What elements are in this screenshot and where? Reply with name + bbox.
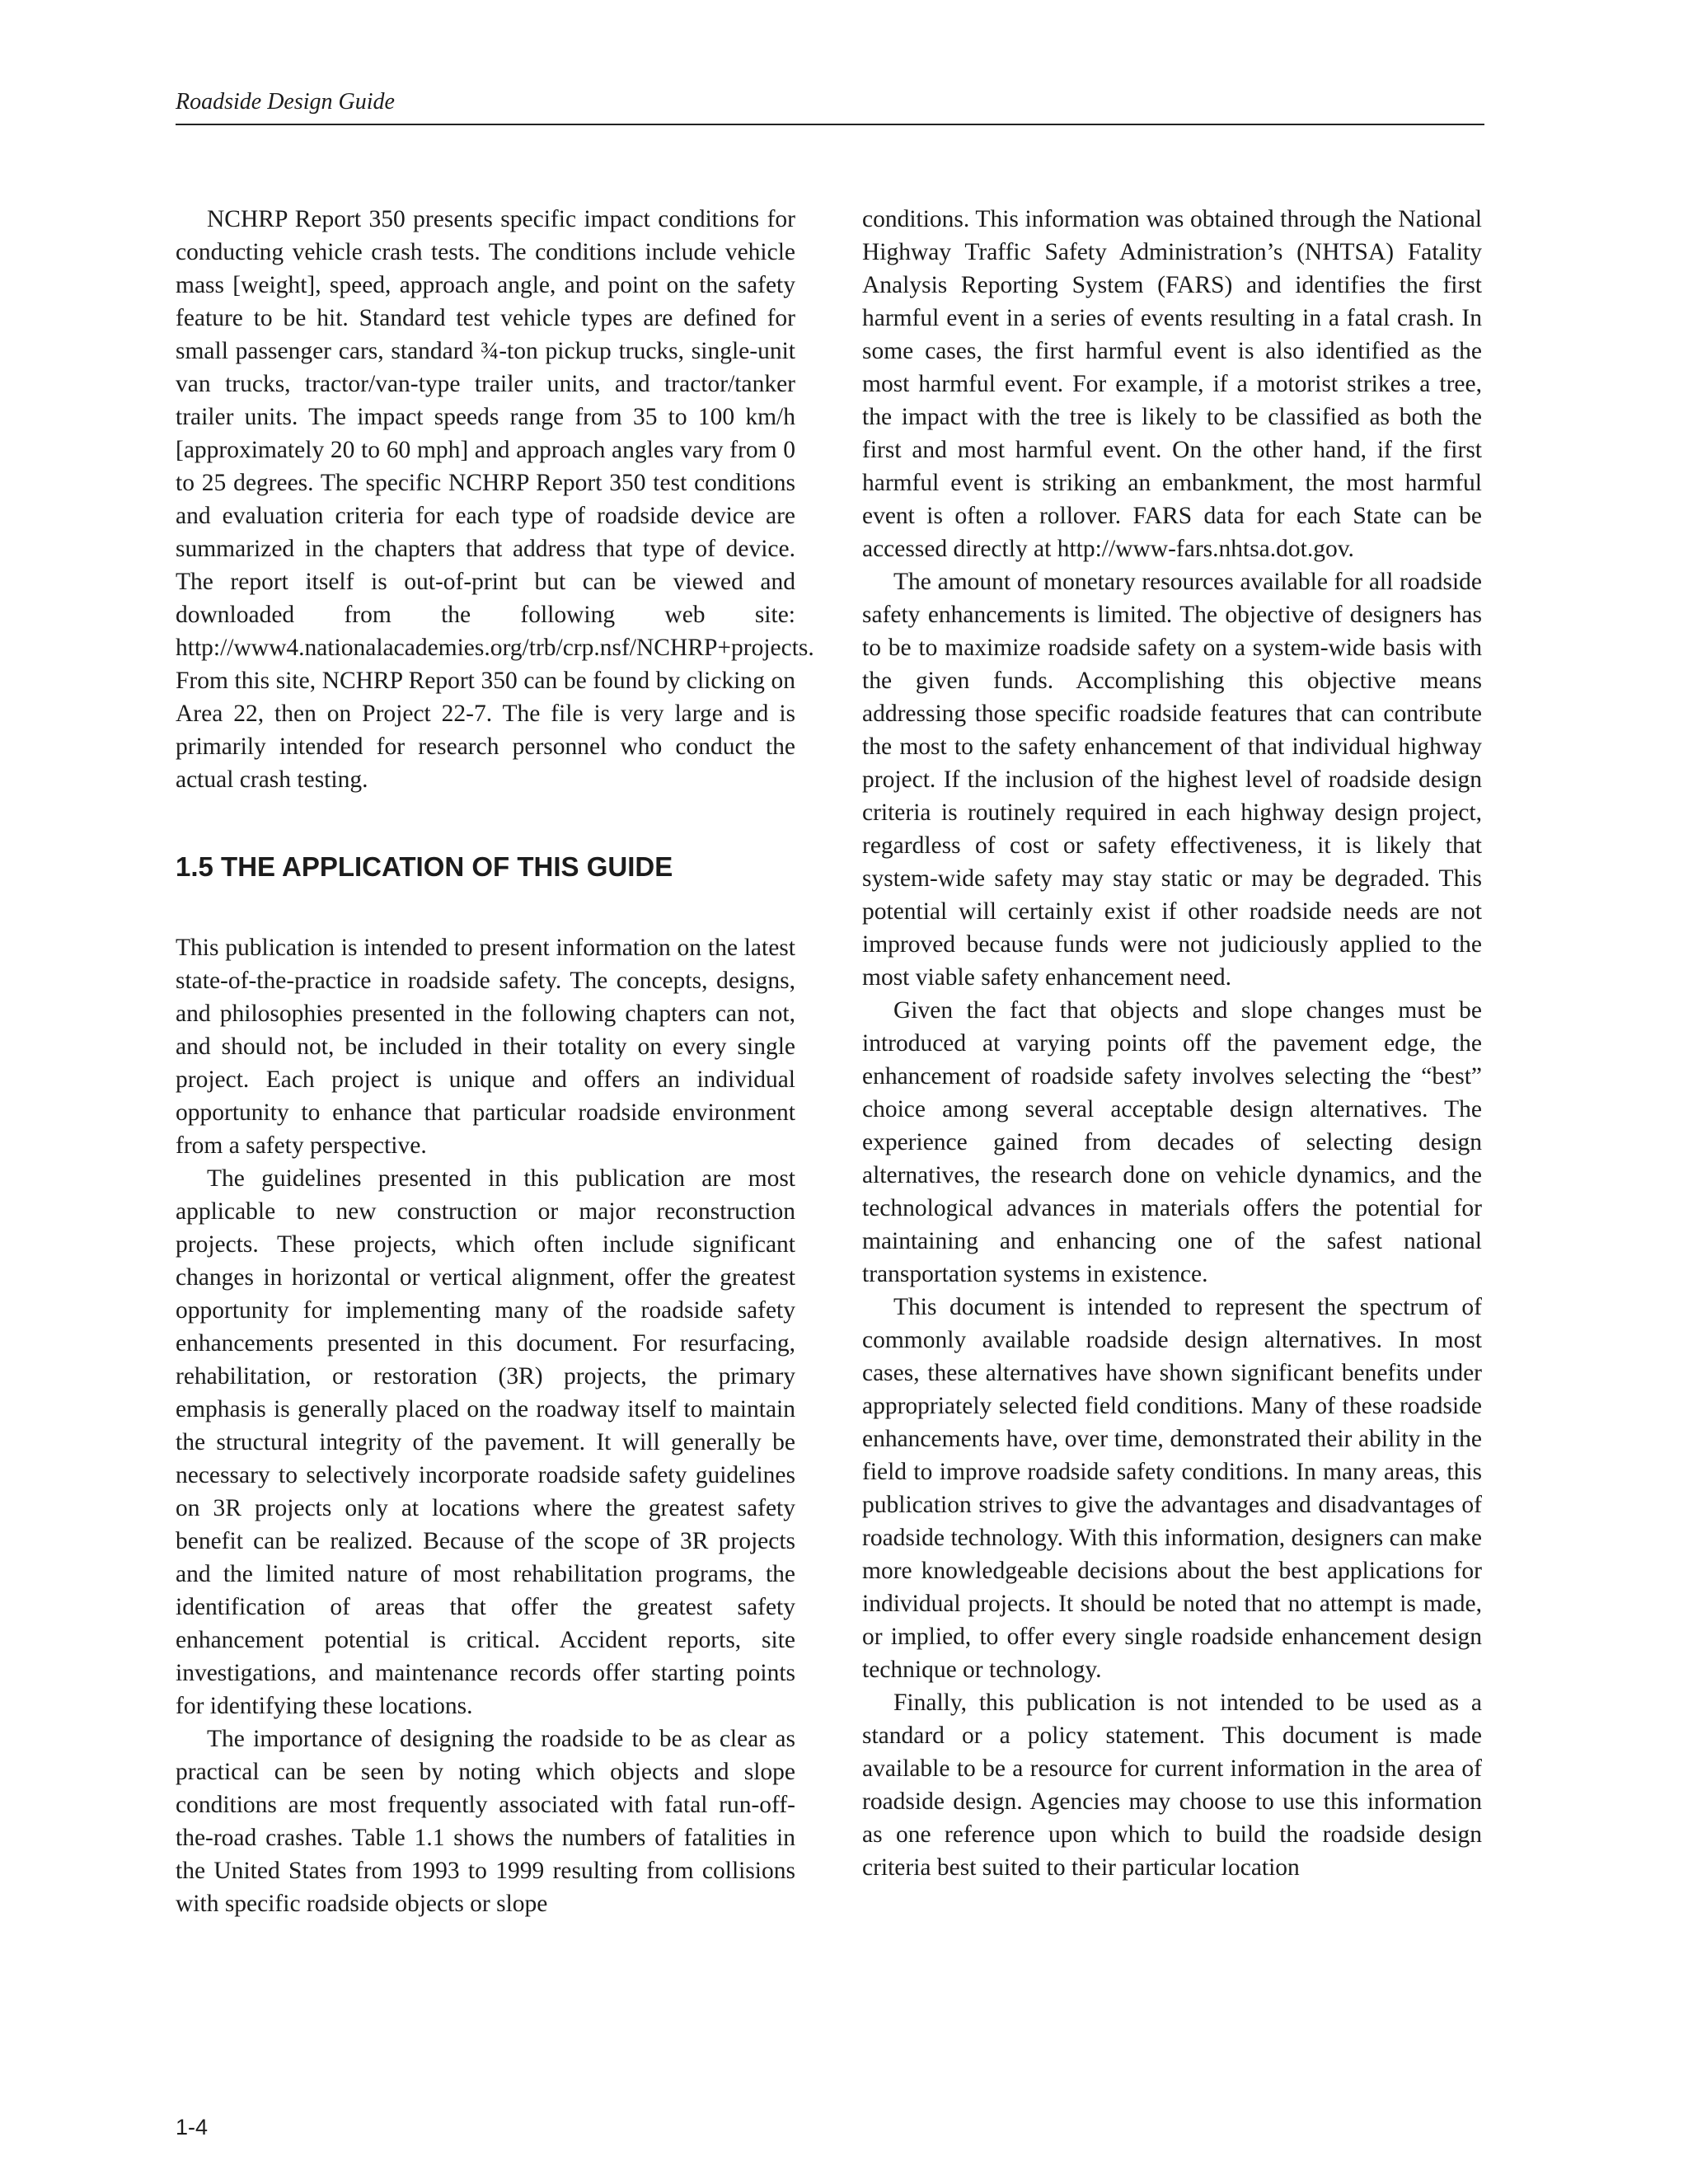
paragraph-resources: The amount of monetary resources available for all roadside safety enhancements is limited. The objective of designers has to be to maximize roadside safety on a system-wide basis with the given funds. Accomplishing this objective means addressing those specific roadside features that can contribute the most to the safety enhancement of that individual highway project. If the inclusion of the highest level of roadside design criteria is routinely required in each highway design project, regardless of cost or safety effectiveness, it is likely that system-wide safety may stay static or may be degraded. This potential will certainly exist if other roadside needs are not improved because funds were not judiciously applied to the most viable safety enhancement need. (862, 569, 1482, 991)
paragraph-guidelines: The guidelines presented in this publication are most applicable to new construction or major reconstruction projects. These projects, which often include significant changes in horizontal or vertical alignment, offer the greatest opportunity for implementing many of the roadside safety enhancements presented in this document. For resurfacing, rehabilitation, or restoration (3R) projects, the primary emphasis is generally placed on the roadway itself to maintain the structural integrity of the pavement. It will generally be necessary to selectively incorporate roadside safety guidelines on 3R projects only at locations where the greatest safety benefit can be realized. Because of the scope of 3R projects and the limited nature of most rehabilitation programs, the identification of areas that offer the greatest safety enhancement potential is critical. Accident reports, site investigations, and maintenance records offer starting points for identifying these locations. (176, 1165, 795, 1719)
paragraph-importance: The importance of designing the roadside to be as clear as practical can be seen by noting which objects and slope conditions are most frequently associated with fatal run-off-the-road crashes. Table 1.1 shows the numbers of fatalities in the United States from 1993 to 1999 resulting from collisions with specific roadside objects or slope (176, 1726, 795, 1917)
left-column (176, 203, 814, 1920)
right-column (862, 203, 1482, 1884)
running-title: Roadside Design Guide (176, 89, 395, 115)
paragraph-spectrum: This document is intended to represent the spectrum of commonly available roadside design alternatives. In most cases, these alternatives have shown significant benefits under appropriately selected field conditions. Many of these roadside enhancements have, over time, demonstrated their ability in the field to improve roadside safety conditions. In many areas, this publication strives to give the advantages and disadvantages of roadside technology. With this information, designers can make more knowledgeable decisions about the best applications for individual projects. It should be noted that no attempt is made, or implied, to offer every single roadside enhancement design technique or technology. (862, 1294, 1482, 1683)
section-heading: 1.5 THE APPLICATION OF THIS GUIDE (176, 851, 673, 882)
paragraph-objects: Given the fact that objects and slope changes must be introduced at varying points off the pavement edge, the enhancement of roadside safety involves selecting the “best” choice among several acceptable design alternatives. The experience gained from decades of selecting design alternatives, the research done on vehicle dynamics, and the technological advances in materials offers the potential for maintaining and enhancing one of the safest national transportation systems in existence. (862, 997, 1482, 1287)
paragraph-report-350: NCHRP Report 350 presents specific impact conditions for conducting vehicle crash tests. The conditions include vehicle mass [weight], speed, approach angle, and point on the safety feature to be hit. Standard test vehicle types are defined for small passenger cars, standard ¾-ton pickup trucks, single-unit van trucks, tractor/van-type trailer units, and tractor/tanker trailer units. The impact speeds range from 35 to 100 km/h [approximately 20 to 60 mph] and approach angles vary from 0 to 25 degrees. The specific NCHRP Report 350 test conditions and evaluation criteria for each type of roadside device are summarized in the chapters that address that type of device. The report itself is out-of-print but can be viewed and downloaded from the following web site: http://www4.nationalacademies.org/trb/crp.nsf/NCHRP+projects. From this site, NCHRP Report 350 can be found by clicking on Area 22, then on Project 22-7. The file is very large and is primarily intended for research personnel who conduct the actual crash testing. (176, 206, 814, 793)
paragraph-finally: Finally, this publication is not intended to be used as a standard or a policy statement. This document is made available to be a resource for current information in the area of roadside design. Agencies may choose to use this information as one reference upon which to build the roadside design criteria best suited to their particular location (862, 1690, 1482, 1881)
page-number: 1-4 (176, 2115, 209, 2139)
paragraph-fars: conditions. This information was obtained through the National Highway Traffic Safety Administration’s (NHTSA) Fatality Analysis Reporting System (FARS) and identifies the first harmful event in a series of events resulting in a fatal crash. In some cases, the first harmful event is also identified as the most harmful event. For example, if a motorist strikes a tree, the impact with the tree is likely to be classified as both the first and most harmful event. On the other hand, if the first harmful event is striking an embankment, the most harmful event is often a rollover. FARS data for each State can be accessed directly at http://www-fars.nhtsa.dot.gov. (862, 206, 1482, 562)
header-rule (176, 124, 1484, 125)
paragraph-intro: This publication is intended to present information on the latest state-of-the-practice in roadside safety. The concepts, designs, and philosophies presented in the following chapters can not, and should not, be included in their totality on every single project. Each project is unique and offers an individual opportunity to enhance that particular roadside environment from a safety perspective. (176, 935, 795, 1159)
